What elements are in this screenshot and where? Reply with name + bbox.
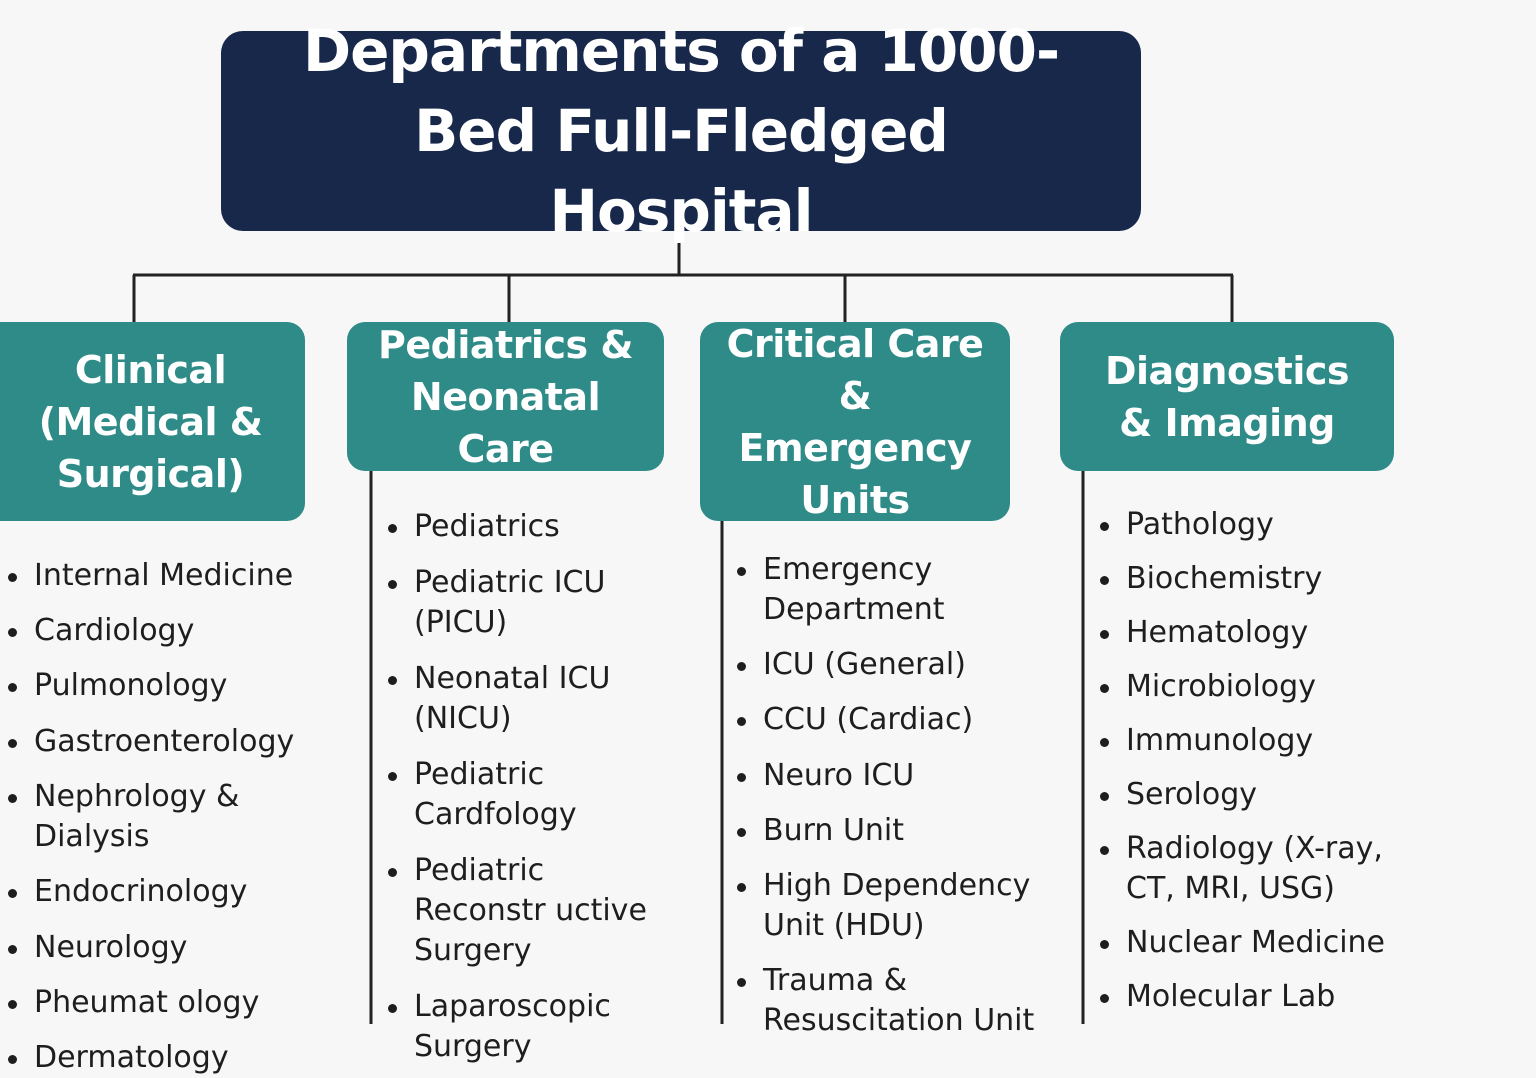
list-item: Internal Medicine <box>6 556 351 596</box>
list-item: Pathology <box>1098 505 1398 545</box>
category-box-pediatrics <box>347 322 664 471</box>
department-list-pediatrics <box>386 507 696 1067</box>
list-item: ICU (General) <box>735 645 1035 685</box>
list-item: Trauma & Resuscitation Unit <box>735 961 1063 1041</box>
list-item: Emergency Department <box>735 550 983 630</box>
list-item: Radiology (X-ray, CT, MRI, USG) <box>1098 829 1396 909</box>
list-item: Pediatric Reconstr uctive Surgery <box>386 851 664 971</box>
list-item: Microbiology <box>1098 667 1398 707</box>
list-item: Endocrinology <box>6 872 351 912</box>
list-item: Neurology <box>6 928 351 968</box>
department-list-clinical <box>6 556 351 1078</box>
list-item: Serology <box>1098 775 1398 815</box>
category-box-critical <box>700 322 1010 521</box>
category-label-pediatrics: Pediatrics & Neonatal Care <box>378 322 633 471</box>
list-item: Nuclear Medicine <box>1098 923 1398 963</box>
list-item: Pheumat ology <box>6 983 351 1023</box>
list-item: CCU (Cardiac) <box>735 700 1035 740</box>
list-item: Laparoscopic Surgery <box>386 987 654 1067</box>
category-label-clinical: Clinical (Medical & Surgical) <box>38 347 263 496</box>
list-item: Hematology <box>1098 613 1398 653</box>
category-box-clinical <box>0 322 305 521</box>
category-label-diagnostics: Diagnostics & Imaging <box>1104 348 1350 445</box>
title-box <box>221 17 1141 245</box>
list-item: Dermatology <box>6 1038 351 1078</box>
list-item: Pediatric Cardfology <box>386 755 696 835</box>
list-item: Cardiology <box>6 611 351 651</box>
department-list-critical <box>735 550 1035 1041</box>
list-item: Burn Unit <box>735 811 1035 851</box>
list-item: Pediatrics <box>386 507 696 547</box>
list-item: Neonatal ICU (NICU) <box>386 659 624 739</box>
department-list-diagnostics <box>1098 505 1398 1017</box>
list-item: Molecular Lab <box>1098 977 1398 1017</box>
category-label-critical: Critical Care & Emergency Units <box>726 321 984 522</box>
list-item: Neuro ICU <box>735 756 1035 796</box>
list-item: Nephrology & Dialysis <box>6 777 351 857</box>
list-item: Biochemistry <box>1098 559 1398 599</box>
list-item: Gastroenterology <box>6 722 351 762</box>
list-item: High Dependency Unit (HDU) <box>735 866 1033 946</box>
list-item: Pulmonology <box>6 666 351 706</box>
list-item: Pediatric ICU (PICU) <box>386 563 624 643</box>
list-item: Immunology <box>1098 721 1398 761</box>
category-box-diagnostics <box>1060 322 1394 471</box>
page-title: Departments of a 1000-Bed Full-Fledged Hospital <box>302 17 1060 245</box>
